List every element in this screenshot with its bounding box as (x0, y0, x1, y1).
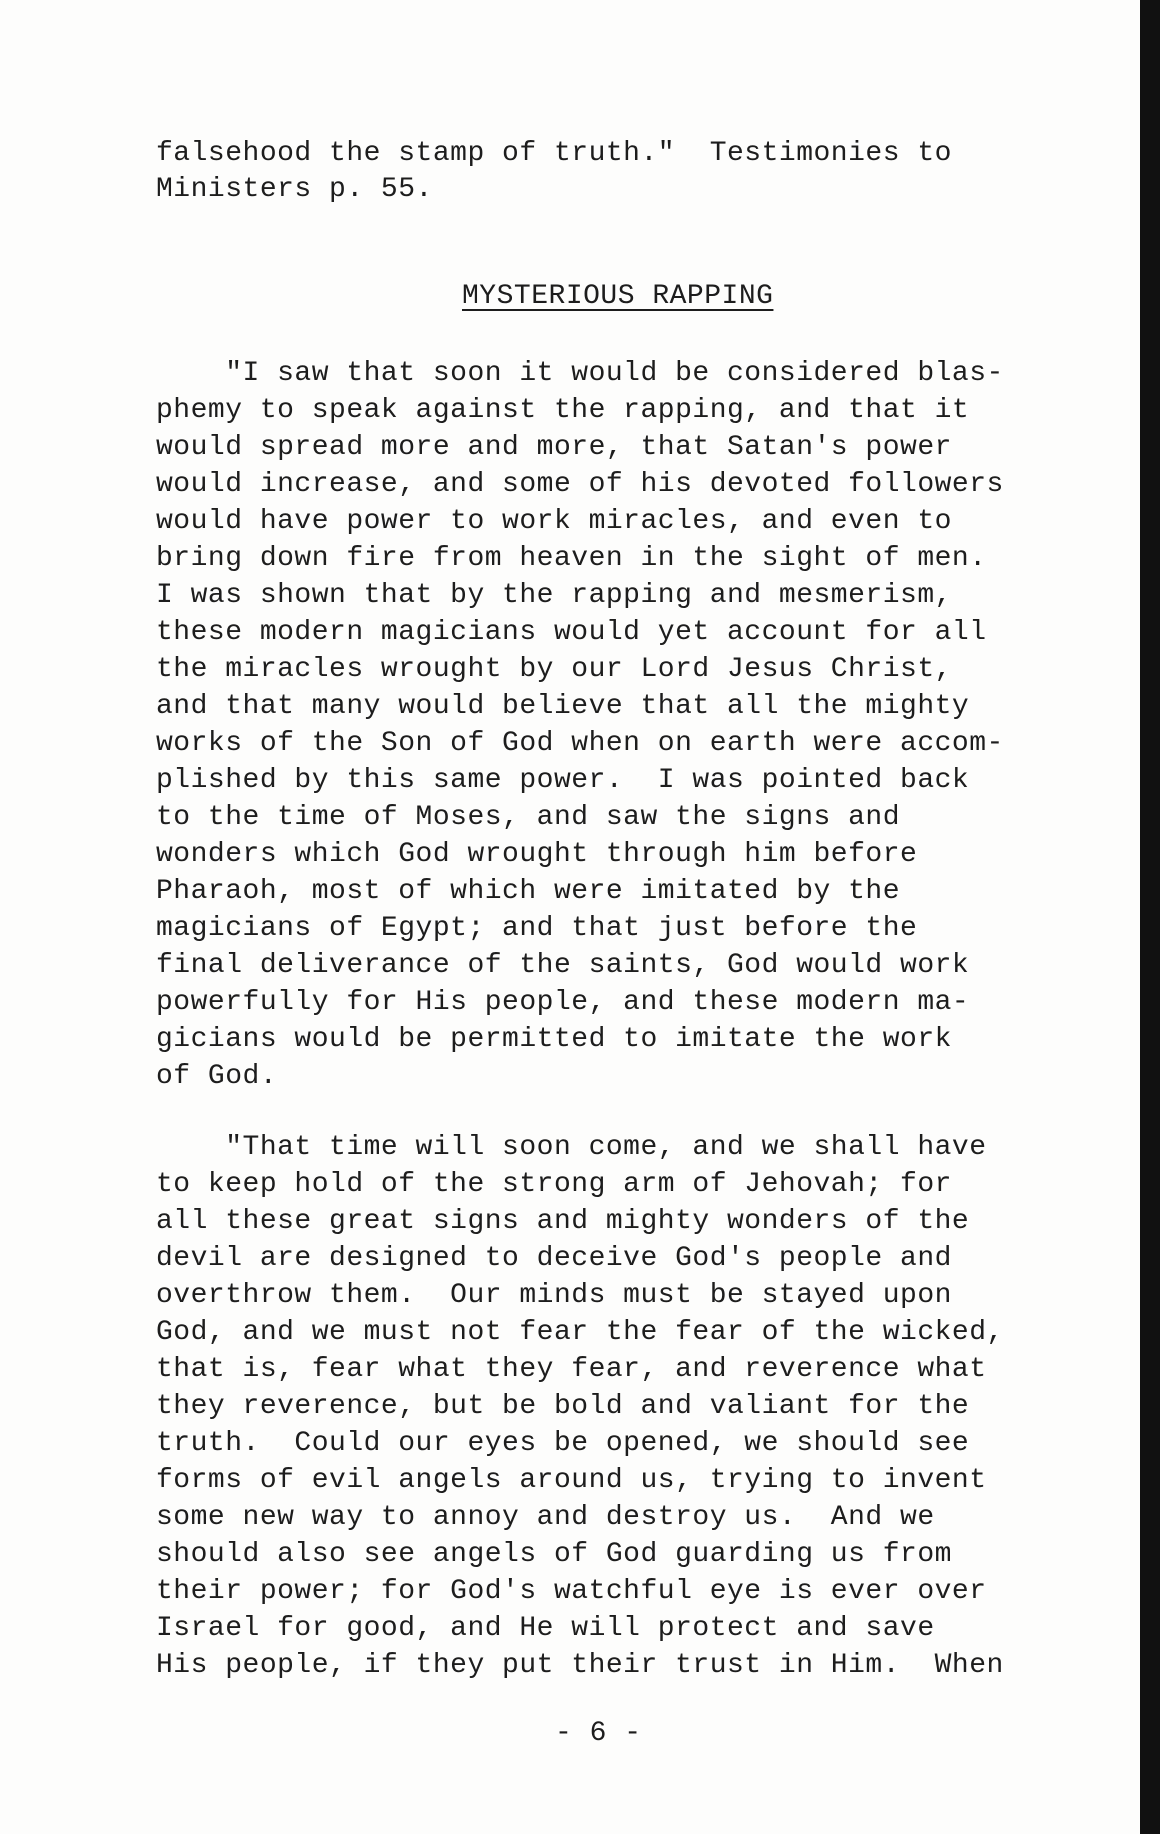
paragraph-1-line: phemy to speak against the rapping, and that it (156, 395, 970, 426)
paragraph-2-line: God, and we must not fear the fear of the wicked, (156, 1317, 1004, 1348)
paragraph-2-line: Israel for good, and He will protect and save (156, 1613, 935, 1644)
paragraph-1-line: of God. (156, 1061, 278, 1092)
paragraph-2-line: "That time will soon come, and we shall have (156, 1132, 987, 1163)
paragraph-1-line: Pharaoh, most of which were imitated by the (156, 876, 901, 907)
paragraph-2-line: His people, if they put their trust in Him. When (156, 1650, 1004, 1681)
paragraph-1-line: plished by this same power. I was pointed back (156, 765, 970, 796)
paragraph-1-line: bring down fire from heaven in the sight of men. (156, 543, 987, 574)
paragraph-1-line: gicians would be permitted to imitate the work (156, 1024, 952, 1055)
paragraph-1-line: to the time of Moses, and saw the signs and (156, 802, 901, 833)
paragraph-1-line: "I saw that soon it would be considered blas- (156, 358, 1004, 389)
paragraph-1-line: and that many would believe that all the mighty (156, 691, 970, 722)
continuation-line-1: falsehood the stamp of truth." Testimonies to (156, 138, 952, 169)
page-edge-shadow (1140, 0, 1160, 1834)
paragraph-2-line: some new way to annoy and destroy us. And we (156, 1502, 935, 1533)
paragraph-1-line: final deliverance of the saints, God would work (156, 950, 970, 981)
paragraph-2-line: forms of evil angels around us, trying to invent (156, 1465, 987, 1496)
page-number: - 6 - (555, 1718, 642, 1749)
paragraph-2-line: to keep hold of the strong arm of Jehovah; for (156, 1169, 952, 1200)
paragraph-2-line: devil are designed to deceive God's people and (156, 1243, 952, 1274)
paragraph-1-line: powerfully for His people, and these modern ma- (156, 987, 970, 1018)
paragraph-2-line: their power; for God's watchful eye is ever over (156, 1576, 987, 1607)
paragraph-1-line: magicians of Egypt; and that just before the (156, 913, 918, 944)
paragraph-2-line: all these great signs and mighty wonders of the (156, 1206, 970, 1237)
paragraph-2-line: they reverence, but be bold and valiant for the (156, 1391, 970, 1422)
paragraph-1-line: would increase, and some of his devoted followers (156, 469, 1004, 500)
paragraph-2-line: overthrow them. Our minds must be stayed upon (156, 1280, 952, 1311)
paragraph-1-line: works of the Son of God when on earth were accom- (156, 728, 1004, 759)
paragraph-2-line: that is, fear what they fear, and reverence what (156, 1354, 987, 1385)
continuation-line-2: Ministers p. 55. (156, 174, 433, 205)
paragraph-2-line: truth. Could our eyes be opened, we should see (156, 1428, 970, 1459)
paragraph-1-line: wonders which God wrought through him before (156, 839, 918, 870)
paragraph-1-line: would have power to work miracles, and even to (156, 506, 952, 537)
paragraph-1-line: these modern magicians would yet account for all (156, 617, 987, 648)
paragraph-2-line: should also see angels of God guarding us from (156, 1539, 952, 1570)
paragraph-1-line: would spread more and more, that Satan's power (156, 432, 952, 463)
paragraph-1-line: I was shown that by the rapping and mesmerism, (156, 580, 952, 611)
section-title: MYSTERIOUS RAPPING (462, 281, 774, 312)
paragraph-1-line: the miracles wrought by our Lord Jesus Christ, (156, 654, 952, 685)
